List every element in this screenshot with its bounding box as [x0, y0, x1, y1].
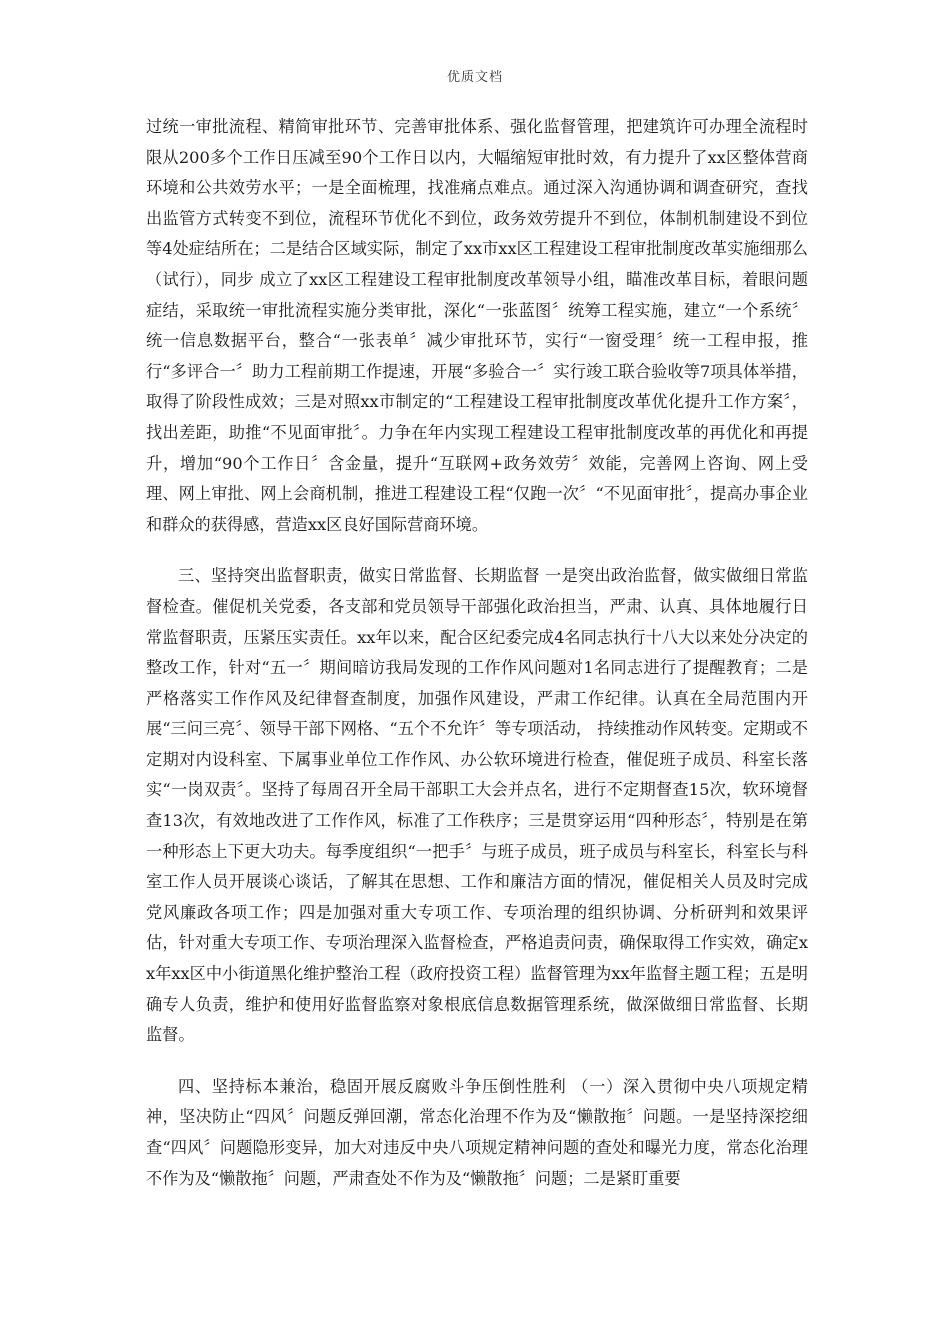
document-body [146, 112, 808, 1194]
paragraph-section-four: 四、坚持标本兼治，稳固开展反腐败斗争压倒性胜利 （一）深入贯彻中央八项规定精神，坚决防止“四风〞问题反弹回潮，常态化治理不作为及“懒散拖〞问题。一是坚持深挖细查“四风〞问题隐形变异，加大对违反中央八项规定精神问题的查处和曝光力度，常态化治理不作为及“懒散拖〞问题，严肃查处不作为及“懒散拖〞问题；二是紧盯重要 [146, 1076, 808, 1188]
paragraph-approval-reform: 过统一审批流程、精简审批环节、完善审批体系、强化监督管理，把建筑许可办理全流程时限从200多个工作日压减至90个工作日以内，大幅缩短审批时效，有力提升了xx区整体营商环境和公共效劳水平；一是全面梳理，找准痛点难点。通过深入沟通协调和调查研究，查找出监管方式转变不到位，流程环节优化不到位，政务效劳提升不到位，体制机制建设不到位等4处症结所在；二是结合区域实际，制定了xx市xx区工程建设工程审批制度改革实施细那么（试行），同步 成立了xx区工程建设工程审批制度改革领导小组，瞄准改革目标，着眼问题症结，采取统一审批流程实施分类审批，深化“一张蓝图〞统筹工程实施，建立“一个系统〞统一信息数据平台，整合“一张表单〞减少审批环节，实行“一窗受理〞统一工程申报，推行“多评合一〞助力工程前期工作提速，开展“多验合一〞实行竣工联合验收等7项具体举措，取得了阶段性成效；三是对照xx市制定的“工程建设工程审批制度改革优化提升工作方案〞，找出差距，助推“不见面审批〞。力争在年内实现工程建设工程审批制度改革的再优化和再提升，增加“90个工作日〞含金量，提升“互联网+政务效劳〞效能，完善网上咨询、网上受理、网上审批、网上会商机制，推进工程建设工程“仅跑一次〞“不见面审批〞，提高办事企业和群众的获得感，营造xx区良好国际营商环境。 [146, 117, 808, 534]
page-header: 优质文档 [446, 70, 503, 85]
paragraph-section-three: 三、坚持突出监督职责，做实日常监督、长期监督 一是突出政治监督，做实做细日常监督检查。催促机关党委，各支部和党员领导干部强化政治担当，严肃、认真、具体地履行日常监督职责，压紧压实责任。xx年以来，配合区纪委完成4名同志执行十八大以来处分决定的整改工作，针对“五一〞期间暗访我局发现的工作作风问题对1名同志进行了提醒教育；二是严格落实工作作风及纪律督查制度，加强作风建设，严肃工作纪律。认真在全局范围内开展“三问三亮〞、领导干部下网格、“五个不允许〞等专项活动， 持续推动作风转变。定期或不定期对内设科室、下属事业单位工作作风、办公软环境进行检查，催促班子成员、科室长落实“一岗双责〞。坚持了每周召开全局干部职工大会并点名，进行不定期督查15次，软环境督查13次，有效地改进了工作作风，标准了工作秩序；三是贯穿运用“四种形态〞，特别是在第一种形态上下更大功夫。每季度组织“一把手〞与班子成员，班子成员与科室长，科室长与科室工作人员开展谈心谈话，了解其在思想、工作和廉洁方面的情况，催促相关人员及时完成党风廉政各项工作；四是加强对重大专项工作、专项治理的组织协调、分析研判和效果评估，针对重大专项工作、专项治理深入监督检查，严格追责问责，确保取得工作实效，确定xx年xx区中小街道黑化维护整治工程（政府投资工程）监督管理为xx年监督主题工程；五是明确专人负责，维护和使用好监督监察对象根底信息数据管理系统，做深做细日常监督、长期监督。 [146, 566, 808, 1045]
